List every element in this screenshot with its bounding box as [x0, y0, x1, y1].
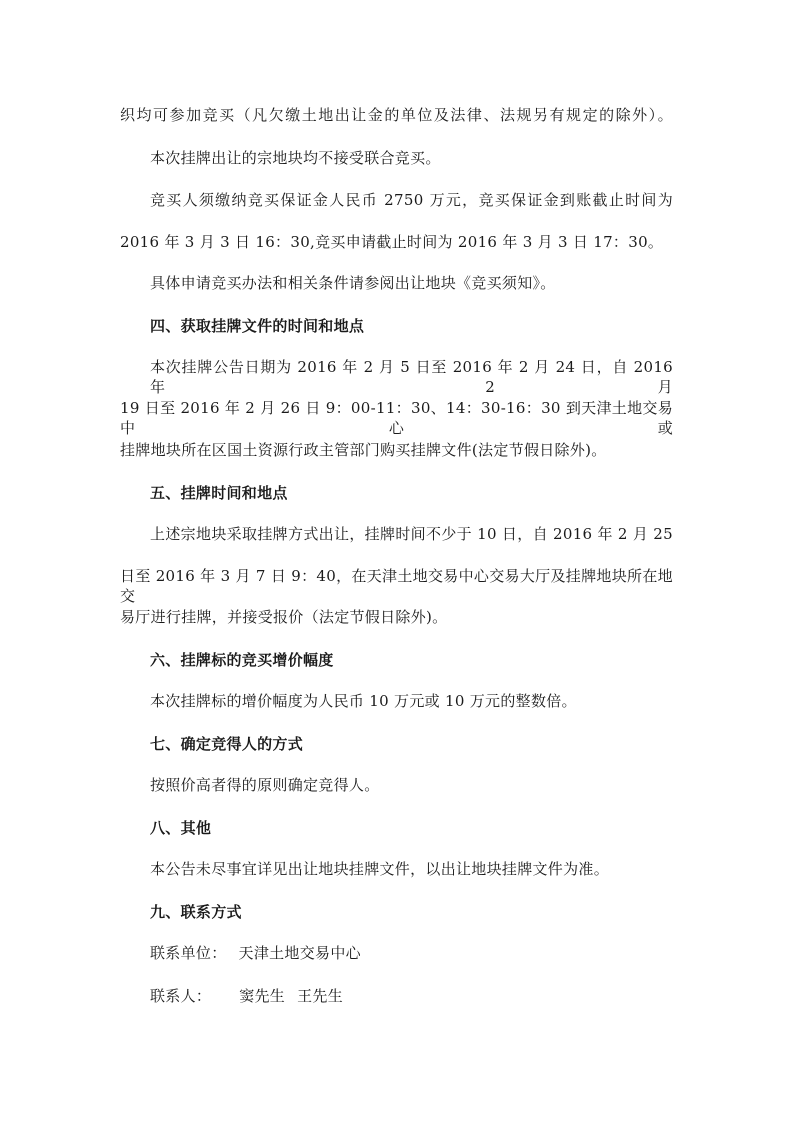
contact-person-2: 王先生 [297, 987, 344, 1005]
section-heading-8: 八、其他 [150, 819, 212, 837]
paragraph-deposit-line2: 2016 年 3 月 3 日 16：30,竞买申请截止时间为 2016 年 3 月 3 日 17：30。 [120, 233, 664, 251]
contact-person-1: 窦先生 [239, 987, 286, 1005]
section-heading-4: 四、获取挂牌文件的时间和地点 [150, 317, 365, 335]
contact-person-row [150, 986, 343, 1006]
contact-unit-row [150, 943, 361, 963]
section-5-line2: 日至 2016 年 3 月 7 日 9：40，在天津土地交易中心交易大厅及挂牌地块所在地交 [120, 567, 673, 605]
paragraph-no-joint-bidding: 本次挂牌出让的宗地块均不接受联合竞买。 [150, 149, 441, 167]
section-heading-9: 九、联系方式 [150, 903, 242, 921]
paragraph-bidding-rules: 具体申请竞买办法和相关条件请参阅出让地块《竞买须知》。 [150, 274, 556, 292]
contact-unit-value: 天津土地交易中心 [238, 944, 361, 962]
section-heading-7: 七、确定竞得人的方式 [150, 735, 304, 753]
section-8-line1: 本公告未尽事宜详见出让地块挂牌文件，以出让地块挂牌文件为准。 [150, 860, 610, 878]
contact-unit-label: 联系单位： [150, 944, 227, 962]
section-5-line1: 上述宗地块采取挂牌方式出让，挂牌时间不少于 10 日，自 2016 年 2 月 25 [150, 525, 673, 543]
section-heading-5: 五、挂牌时间和地点 [150, 484, 288, 502]
contact-person-label: 联系人： [150, 987, 212, 1005]
paragraph-deposit-line1: 竞买人须缴纳竞买保证金人民币 2750 万元，竞买保证金到账截止时间为 [150, 191, 673, 209]
section-4-line3: 挂牌地块所在区国土资源行政主管部门购买挂牌文件(法定节假日除外)。 [120, 441, 607, 459]
paragraph-eligibility-continued: 织均可参加竞买（凡欠缴土地出让金的单位及法律、法规另有规定的除外）。 [120, 106, 673, 124]
section-7-line1: 按照价高者得的原则确定竞得人。 [150, 776, 380, 794]
section-heading-6: 六、挂牌标的竞买增价幅度 [150, 651, 334, 669]
section-4-line1: 本次挂牌公告日期为 2016 年 2 月 5 日至 2016 年 2 月 24 日，自 2016 年 2 月 [150, 358, 673, 396]
section-5-line3: 易厅进行挂牌，并接受报价（法定节假日除外)。 [120, 608, 448, 626]
section-4-line2: 19 日至 2016 年 2 月 26 日 9：00-11：30、14：30-16：30 到天津土地交易中心或 [120, 399, 673, 437]
section-6-line1: 本次挂牌标的增价幅度为人民币 10 万元或 10 万元的整数倍。 [150, 692, 577, 710]
